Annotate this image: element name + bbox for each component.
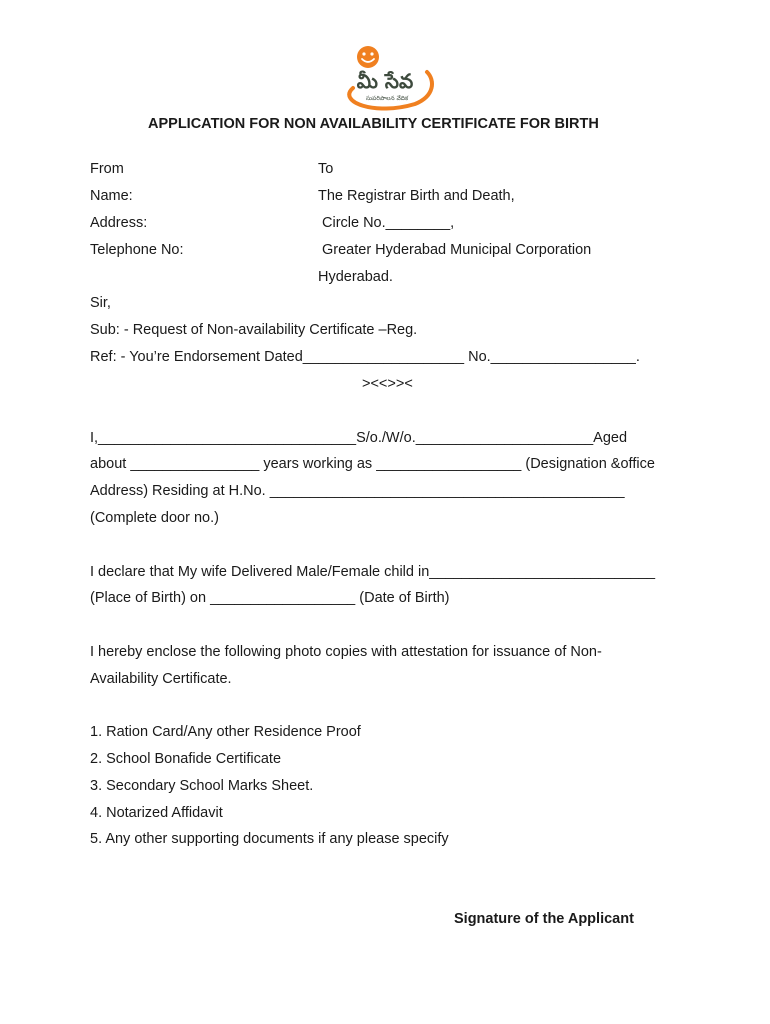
from-telephone: Telephone No: (90, 242, 184, 258)
enclosure-intro-1: I hereby enclose the following photo copies with attestation for issuance of Non- (90, 644, 602, 660)
enclosure-item: 5. Any other supporting documents if any please specify (90, 831, 449, 847)
separator: ><<>>< (362, 376, 413, 392)
enclosure-item: 4. Notarized Affidavit (90, 805, 223, 821)
to-label: To (318, 161, 334, 177)
logo-tagline: సుపరిపాలన వేదిక (365, 95, 409, 102)
enclosure-item: 2. School Bonafide Certificate (90, 751, 282, 767)
body-line-2: about ________________ years working as __________________ (Designation &office (90, 456, 655, 472)
from-label: From (90, 161, 124, 177)
reference-line: Ref: - You’re Endorsement Dated____________________ No.__________________. (90, 349, 640, 365)
meeseva-logo (335, 44, 437, 114)
body-line-1: I,________________________________S/o./W/o.______________________Aged (90, 430, 628, 446)
body-line-3: Address) Residing at H.No. ____________________________________________ (90, 483, 625, 499)
to-line-2: Circle No.________, (322, 215, 455, 231)
to-line-3: Greater Hyderabad Municipal Corporation (322, 242, 592, 258)
subject-line: Sub: - Request of Non-availability Certificate –Reg. (90, 322, 418, 338)
signature-label: Signature of the Applicant (454, 911, 634, 927)
enclosure-item: 1. Ration Card/Any other Residence Proof (90, 724, 361, 740)
enclosure-item: 3. Secondary School Marks Sheet. (90, 778, 314, 794)
from-address: Address: (90, 215, 148, 231)
body-line-4: (Complete door no.) (90, 510, 219, 526)
to-line-4: Hyderabad. (318, 269, 393, 285)
salutation: Sir, (90, 295, 111, 311)
to-line-1: The Registrar Birth and Death, (318, 188, 515, 204)
declaration-line-2: (Place of Birth) on __________________ (Date of Birth) (90, 590, 450, 606)
from-name: Name: (90, 188, 133, 204)
declaration-line-1: I declare that My wife Delivered Male/Female child in____________________________ (90, 564, 656, 580)
document-title: APPLICATION FOR NON AVAILABILITY CERTIFICATE FOR BIRTH (148, 116, 599, 132)
logo-text: మీ సేవ (356, 69, 414, 93)
enclosure-intro-2: Availability Certificate. (90, 671, 232, 687)
